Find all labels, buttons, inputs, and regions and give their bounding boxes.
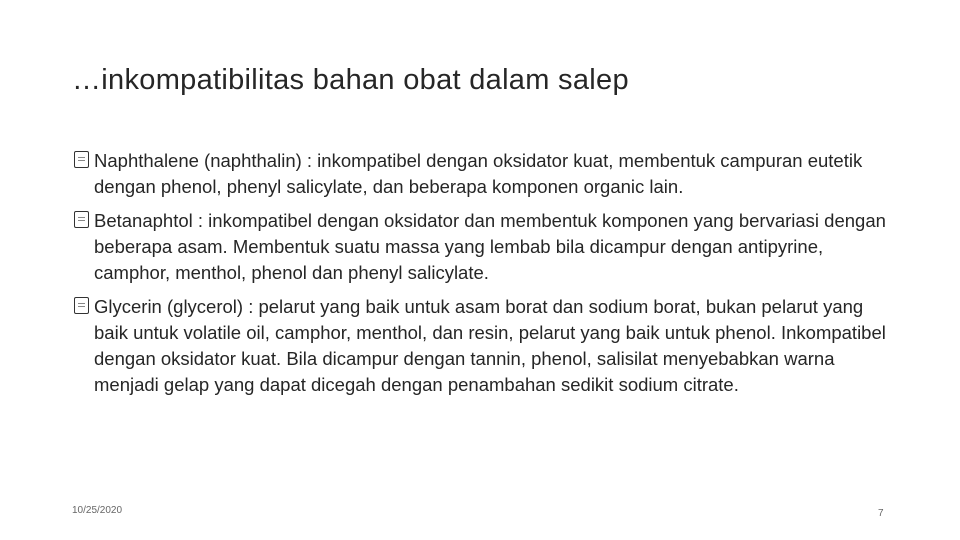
bullet-item [74,294,894,398]
bullet-marker-icon [74,151,89,168]
footer-date: 10/25/2020 [72,505,123,516]
slide-title: …inkompatibilitas bahan obat dalam salep [72,64,629,96]
page-number: 7 [878,508,884,519]
bullet-text: Naphthalene (naphthalin) : inkompatibel dengan oksidator kuat, membentuk campuran eutetik dengan phenol, phenyl salicylate, dan beberapa komponen organic lain. [94,150,863,197]
bullet-item [74,148,894,200]
bullet-text: Glycerin (glycerol) : pelarut yang baik untuk asam borat dan sodium borat, bukan pelarut yang baik untuk volatile oil, camphor, menthol, dan resin, pelarut yang baik untuk phenol. Inkompatibel dengan oksidator kuat. Bila dicampur dengan tannin, phenol, salisilat menyebabkan warna menjadi gelap yang dapat dicegah dengan penambahan sedikit sodium citrate. [94,296,886,395]
bullet-list [74,148,894,406]
bullet-text: Betanaphtol : inkompatibel dengan oksidator dan membentuk komponen yang bervariasi dengan beberapa asam. Membentuk suatu massa yang lembab bila dicampur dengan antipyrine, camphor, menthol, phenol dan phenyl salicylate. [94,210,886,283]
bullet-marker-icon [74,297,89,314]
bullet-item [74,208,894,286]
bullet-marker-icon [74,211,89,228]
